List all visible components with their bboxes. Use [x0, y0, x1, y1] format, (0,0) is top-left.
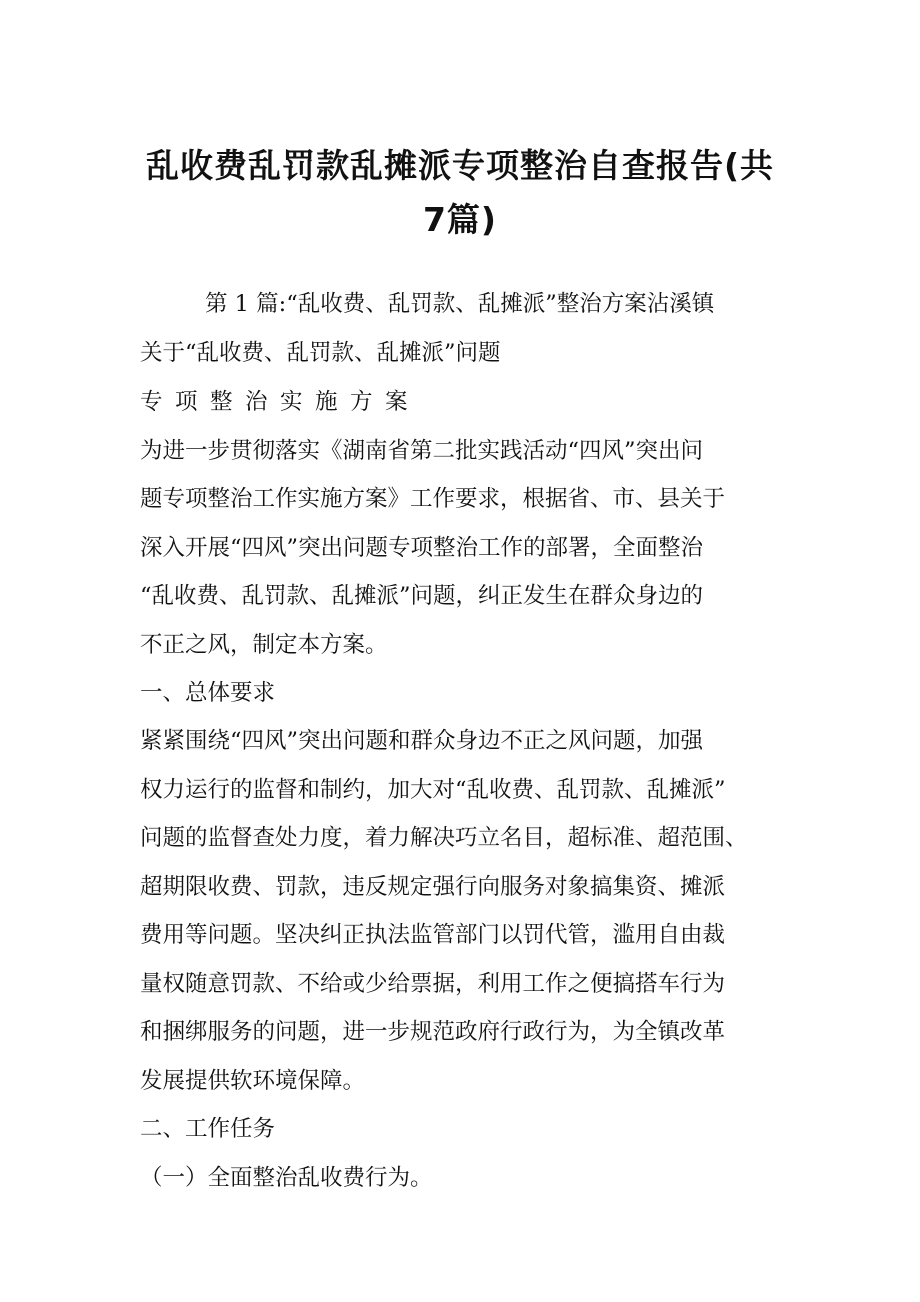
body-text-line: 发展提供软环境保障。	[140, 1068, 366, 1094]
section-heading: 二、工作任务	[140, 1116, 276, 1142]
section-heading: 一、总体要求	[140, 680, 276, 706]
body-text-line: 权力运行的监督和制约，加大对“乱收费、乱罚款、乱摊派”	[140, 777, 726, 803]
body-text-line: 超期限收费、罚款，违反规定强行向服务对象搞集资、摊派	[140, 874, 726, 900]
body-text-line: 不正之风，制定本方案。	[140, 632, 388, 658]
article-heading-line: 第 1 篇:“乱收费、乱罚款、乱摊派”整治方案沾溪镇	[205, 291, 715, 317]
body-text-line: 费用等问题。坚决纠正执法监管部门以罚代管，滥用自由裁	[140, 922, 726, 948]
article-heading-line: 关于“乱收费、乱罚款、乱摊派”问题	[140, 340, 501, 366]
body-text-line: 问题的监督查处力度，着力解决巧立名目，超标准、超范围、	[140, 825, 748, 851]
body-text-line: 量权随意罚款、不给或少给票据，利用工作之便搞搭车行为	[140, 971, 726, 997]
body-text-line: 和捆绑服务的问题，进一步规范政府行政行为，为全镇改革	[140, 1019, 726, 1045]
document-title-line-2: 7篇)	[422, 200, 498, 239]
body-text-line: 深入开展“四风”突出问题专项整治工作的部署，全面整治	[140, 535, 704, 561]
subsection-heading: （一）全面整治乱收费行为。	[140, 1165, 433, 1191]
plan-subtitle: 专项整治实施方案	[140, 389, 421, 415]
document-title-line-1: 乱收费乱罚款乱摊派专项整治自查报告(共	[145, 146, 775, 185]
body-text-line: “乱收费、乱罚款、乱摊派”问题，纠正发生在群众身边的	[140, 583, 704, 609]
body-text-line: 紧紧围绕“四风”突出问题和群众身边不正之风问题，加强	[140, 728, 704, 754]
body-text-line: 为进一步贯彻落实《湖南省第二批实践活动“四风”突出问	[140, 438, 704, 464]
body-text-line: 题专项整治工作实施方案》工作要求，根据省、市、县关于	[140, 486, 726, 512]
